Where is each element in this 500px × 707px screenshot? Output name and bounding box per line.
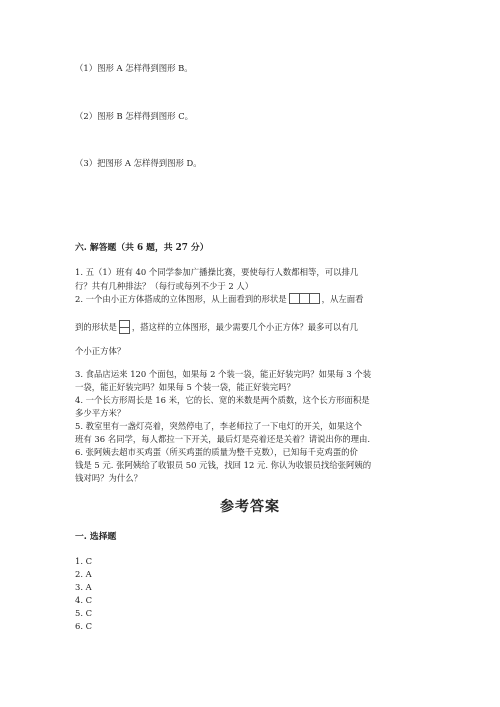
q2-line-2: [75, 320, 358, 334]
answers-title: 参考答案: [220, 499, 280, 515]
part-question-3: （3）把图形 A 怎样得到图形 D。: [75, 158, 202, 168]
q3-line-2: 一袋，能正好装完吗？如果每 5 个装一袋，能正好装完吗？: [75, 382, 296, 392]
answer-item: 6. C: [75, 621, 93, 631]
q6-line-1: 6. 张阿姨去超市买鸡蛋（所买鸡蛋的质量为整千克数），已知每千克鸡蛋的价: [75, 447, 358, 457]
q1-line-1: 1. 五（1）班有 40 个同学参加广播操比赛，要使每行人数都相等，可以排几: [75, 267, 359, 277]
q2-line-2-text-a: 到的形状是: [75, 322, 117, 332]
q4-line-1: 4. 一个长方形周长是 16 米，它的长、宽的米数是两个质数，这个长方形面积是: [75, 395, 370, 405]
left-view-shape-icon: [119, 320, 130, 334]
q2-line-1: [75, 293, 364, 305]
answer-item: 1. C: [75, 556, 93, 566]
answers-section-1-title: 一. 选择题: [75, 532, 117, 542]
q1-line-2: 行？共有几种排法？（每行或每列不少于 2 人）: [75, 281, 254, 291]
answer-item: 5. C: [75, 608, 93, 618]
q2-line-1-text-a: 2. 一个由小正方体搭成的立体图形，从上面看到的形状是: [75, 294, 287, 304]
q5-line-2: 班有 36 名同学，每人都拉一下开关，最后灯是亮着还是关着？请说出你的理由.: [75, 434, 371, 444]
q4-line-2: 多少平方米？: [75, 408, 126, 418]
q2-line-1-text-b: ，从左面看: [321, 294, 364, 304]
part-question-2: （2）图形 B 怎样得到图形 C。: [75, 111, 194, 121]
q6-line-3: 钱对吗？为什么？: [75, 473, 142, 483]
part-question-1: （1）图形 A 怎样得到图形 B。: [75, 63, 193, 73]
answer-item: 3. A: [75, 582, 92, 592]
answer-item: 4. C: [75, 595, 93, 605]
q3-line-1: 3. 食品店运来 120 个面包，如果每 2 个装一袋，能正好装完吗？如果每 3 个装: [75, 369, 372, 379]
section-6-title: 六. 解答题（共 6 题，共 27 分）: [75, 243, 209, 253]
answer-item: 2. A: [75, 569, 92, 579]
q5-line-1: 5. 教室里有一盏灯亮着，突然停电了，李老师拉了一下电灯的开关，如果这个: [75, 421, 363, 431]
top-view-shape-icon: [289, 293, 320, 304]
q2-line-3: 个小正方体？: [75, 346, 126, 356]
q2-line-2-text-b: ，搭这样的立体图形，最少需要几个小正方体？最多可以有几: [131, 322, 358, 332]
q6-line-2: 钱是 5 元. 张阿姨给了收银员 50 元钱，找回 12 元. 你认为收银员找给张阿姨的: [75, 460, 372, 470]
